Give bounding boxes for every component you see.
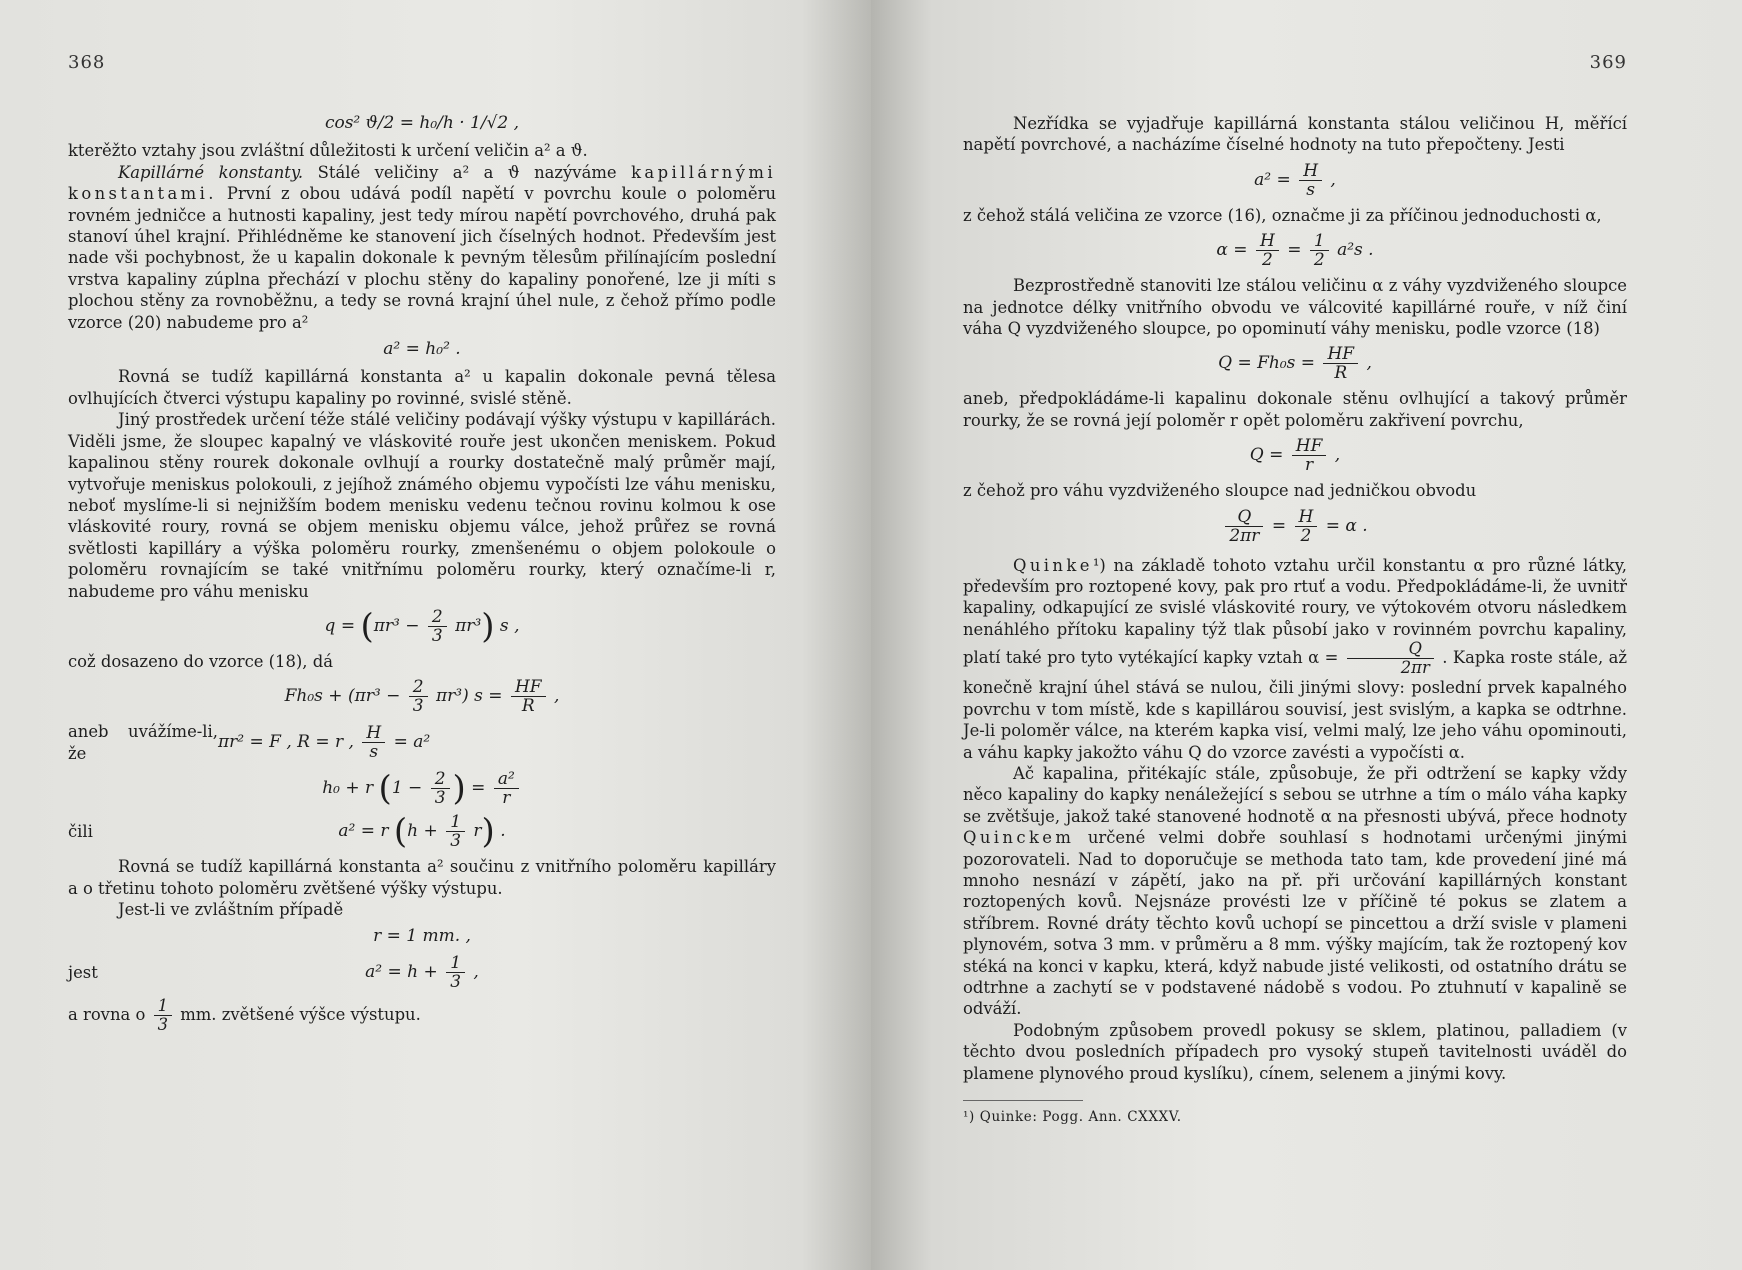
- paragraph: z čehož stálá veličina ze vzorce (16), označme ji za příčinou jednoduchosti α,: [963, 205, 1602, 225]
- equation-substitution: πr² = F , R = r , $\frac{H}{s}$ = a²: [218, 723, 431, 763]
- equation-Q-Fh0s: Q = Fh₀s = $\frac{HF}{R}$ ,: [1218, 344, 1372, 384]
- paragraph: Bezprostředně stanoviti lze stálou veličinu α z váhy vyzdviženého sloupce na jednotce délky vnitřního obvodu ve válcovité kapillárné rouře, v níž činí váha Q vyzdviženého sloupce, po opominutí váhy menisku, podle vzorce (18): [963, 276, 1627, 339]
- equation-last-row: [68, 954, 776, 991]
- paragraph-kapillarne-konstanty: [68, 162, 776, 333]
- fraction: $\frac{HF}{R}$: [511, 678, 546, 715]
- equation-a2-row: [68, 813, 776, 850]
- equation-alpha: α = $\frac{H}{2}$ = $\frac{1}{2}$ a²s .: [1216, 231, 1374, 271]
- equation-Q-HF-r: Q = $\frac{HF}{r}$ ,: [1249, 436, 1341, 476]
- equation-cos: cos² ϑ/2 = h₀/h · 1/√2 ,: [324, 113, 520, 133]
- paragraph: aneb, předpokládáme-li kapalinu dokonale stěnu ovlhující a takový průměr rourky, že se rovná její poloměr r opět poloměru zakřivení povrchu,: [963, 389, 1627, 430]
- paragraph-quinke: Quinke¹) na základě tohoto vztahu určil konstantu α pro různé látky, především pro roztopené kovy, pak pro rtuť a vodu. Předpokládáme-li, že uvnitř kapaliny, odkapující ze svislé vláskovité roury, ve výtokovém otvoru následkem nenáhlého přítoku kapaliny týž tlak působí jako v rovinném povrchu kapaliny, platí také pro tyto vytékající kapky vztah α = $\frac{Q}{2\pi r}$ . Kapka roste stále, až konečně krajní úhel stává se nulou, čili jinými slovy: poslední prvek kapalného povrchu v tom místě, kde s kapillárou souvisí, jest svislým, a kapka se odtrhne. Je-li poloměr válce, na kterém kapka visí, velmi malý, lze jeho váhu opominouti, a váhu kapky jakožto váhu Q do vzorce zavésti a vypočísti α.: [963, 555, 1627, 762]
- right-page: [871, 0, 1742, 1270]
- eq-part: q =: [324, 615, 361, 636]
- footnote: ¹) Quinke: Pogg. Ann. CXXXV.: [963, 1109, 1182, 1125]
- fraction: $\frac{2}{3}$: [428, 608, 447, 645]
- paragraph: Podobným způsobem provedl pokusy se sklem, platinou, palladiem (v těchto dvou posledních případech pro vysoký stupeň tavitelnosti uváděl do plamene plynového proud kyslíku), cínem, selenem a jinými kovy.: [963, 1020, 1627, 1083]
- equation-ratio: $\frac{Q}{2\pi r}$ = $\frac{H}{2}$ = α .: [963, 508, 1627, 545]
- paragraph: Rovná se tudíž kapillárná konstanta a² u kapalin dokonale pevná tělesa ovlhujících čtverci výstupu kapaliny po rovinné, svislé stěně.: [68, 367, 776, 408]
- paragraph-last: a rovna o $\frac{1}{3}$ mm. zvětšené výšce výstupu.: [68, 995, 421, 1034]
- equation-h0-plus-r: h₀ + r (1 − $\frac{2}{3}$ ) = $\frac{\text{a²}}{r}$: [68, 770, 776, 807]
- eq-part: s ,: [494, 615, 520, 636]
- author-name: Quinckem: [963, 828, 1075, 848]
- eq-part: ,: [548, 686, 560, 707]
- paragraph: Ač kapalina, přitékajíc stále, způsobuje, že při odtržení se kapky vždy něco kapaliny do kapky nenáležející s sebou se utrhne a tím o málo váha kapky se zvětšuje, jakož také stanovené hodnotě α na přesnosti ubývá, přece hodnoty Quinckem určené velmi dobře souhlasí s hodnotami určenými jinými pozorovateli. Nad to doporučuje se methoda tato tam, kde provedení jiné má mnoho nesnází v zápětí, jako na př. při určování kapillárných konstant roztopených kovů. Nejsnáze provésti lze v příčině té pokus se zlatem a stříbrem. Rovné dráty těchto kovů uchopí se pincettou a drží svisle v plameni plynovém, sotva 3 mm. v průměru a 8 mm. výšky majícím, tak že roztopený kov stéká na konci v kapku, která, když nabude jisté velikosti, od ostatního drátu se odtrhne a zachytí se v podstavené nádobě s vodou. Po ztuhnutí v kapalině se odváží.: [963, 763, 1627, 1019]
- page-number: 369: [1589, 52, 1627, 73]
- equation-label: aneb uvážíme-li, že: [68, 722, 218, 763]
- page-body: [963, 113, 1627, 1128]
- equation-label: jest: [68, 962, 98, 982]
- equation-a2-h0: a² = h₀² .: [383, 339, 461, 360]
- equation-label: čili: [68, 821, 93, 841]
- fraction: $\frac{2}{3}$: [409, 678, 428, 715]
- eq-part: πr³: [449, 615, 482, 636]
- equation-a2-r: a² = r (h + $\frac{1}{3}$ r) .: [338, 811, 506, 852]
- paragraph: kterěžto vztahy jsou zvláštní důležitosti k určení veličin a² a ϑ.: [68, 141, 588, 161]
- equation-a2-H-s: a² = $\frac{H}{s}$ ,: [1254, 160, 1336, 200]
- paragraph: Rovná se tudíž kapillárná konstanta a² součinu z vnitřního poloměru kapilláry a o třetinu tohoto poloměru zvětšené výšky výstupu.: [68, 857, 776, 898]
- paragraph: což dosazeno do vzorce (18), dá: [68, 651, 333, 671]
- emphasis-spaced: kapillárnými konstantami.: [68, 162, 777, 204]
- eq-part: Fh₀s + (πr³ −: [284, 686, 406, 707]
- author-name: Quinke: [1013, 555, 1093, 575]
- paragraph: Jest-li ve zvláštním případě: [118, 899, 344, 919]
- text-run: První z obou udává podíl napětí v povrchu koule o poloměru rovném jedničce a hutnosti kapaliny, jest tedy mírou napětí povrchového, druhá pak stanoví úhel krajní. Přihlédněme ke stanovení jich číselných hodnot. Především jest nade vši pochybnost, že u kapalin dokonale k pevným tělesům přilínajícím poslední vrstva kapaliny zúplna přechází v plochu stěny do kapaliny ponořené, lze ji míti s plochou stěny za rovnoběžnu, a tedy se rovná krajní úhel nule, z čehož přímo podle vzorce (20) nabudeme pro a²: [68, 184, 776, 332]
- equation-r-1mm: r = 1 mm. ,: [373, 926, 471, 947]
- page-body: [68, 113, 776, 1034]
- equation-fh0s: [68, 678, 776, 715]
- paragraph: Jiný prostředek určení téže stálé veličiny podávají výšky výstupu v kapillárách. Viděli jsme, že sloupec kapalný ve vláskovité rouře jest ukončen meniskem. Pokud kapalinou stěny rourek dokonale ovlhují a rourky dostatečně malý průměr mají, vytvořuje meniskus polokouli, z jejíhož známého objemu vypočísti lze váhu menisku, neboť myslíme-li si nejnižším bodem menisku vedenu tečnou rovinu kolmou k ose vláskovité roury, rovná se objem menisku objemu válce, jehož průřez se rovná světlosti kapilláry a výška poloměru rourky, zmenšenému o objem polokoule o poloměru rovnajícím se také vnitřnímu poloměru rourky, který označíme-li r, nabudeme pro váhu menisku: [68, 410, 776, 601]
- footnote-rule: [963, 1100, 1083, 1101]
- equation-meniscus-weight: q = (πr³ − $\frac{2}{3}$ πr³) s ,: [324, 606, 520, 647]
- section-title: Kapillárné konstanty.: [118, 162, 304, 182]
- eq-part: πr³ −: [373, 615, 425, 636]
- text-run: Stálé veličiny a² a ϑ nazýváme: [303, 162, 632, 182]
- eq-part: πr³) s =: [430, 686, 508, 707]
- paragraph: Nezřídka se vyjadřuje kapillárná konstanta stálou veličinou H, měřící napětí povrchové, a nacházíme číselné hodnoty na tuto přepočteny. Jesti: [963, 114, 1627, 155]
- equation-a2-h: a² = h + $\frac{1}{3}$ ,: [365, 952, 479, 992]
- equation-substitution-row: [68, 721, 776, 764]
- page-number: 368: [68, 52, 106, 73]
- paragraph: z čehož pro váhu vyzdviženého sloupce nad jedničkou obvodu: [963, 481, 1477, 501]
